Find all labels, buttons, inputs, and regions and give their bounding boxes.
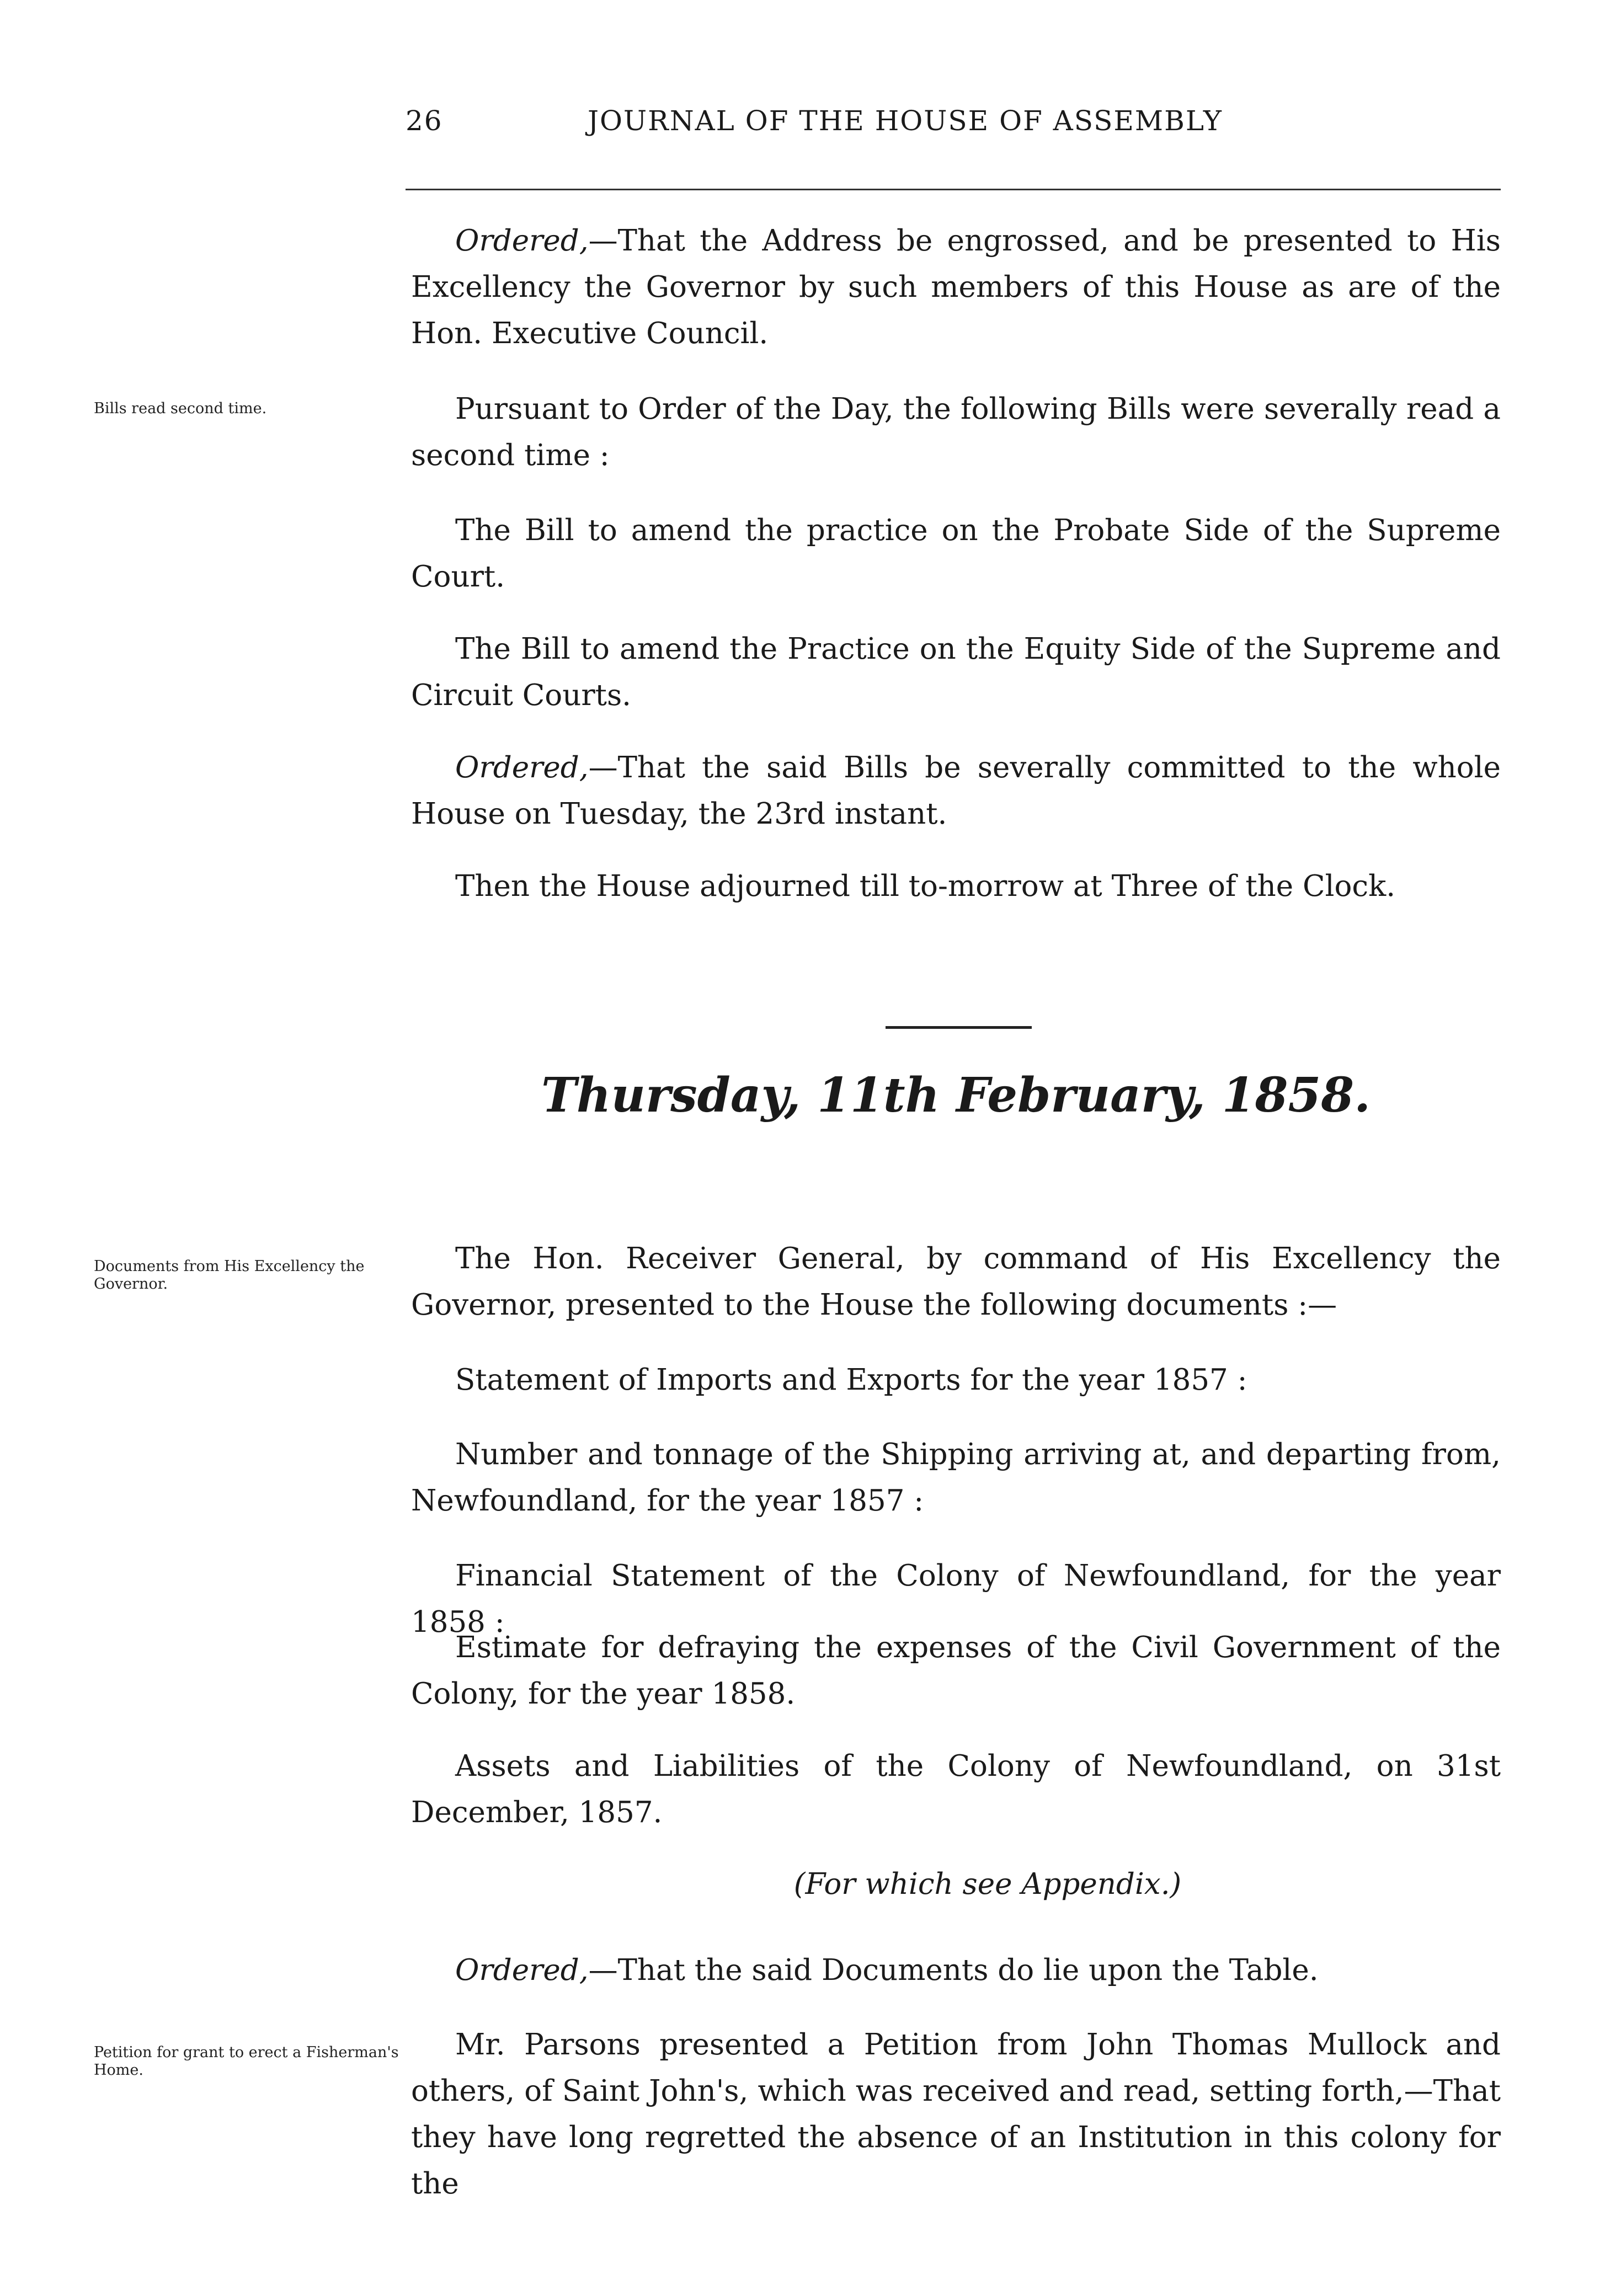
section-divider — [886, 1026, 1032, 1029]
paragraph-assets-liabilities: Assets and Liabilities of the Colony of Newfoundland, on 31st December, 1857. — [411, 1749, 1501, 1829]
paragraph-address-ordered — [411, 218, 1501, 357]
sidenote-petition: Petition for grant to erect a Fisherman's Home. — [94, 2044, 399, 2079]
paragraph-documents-table — [411, 1947, 1501, 1994]
ordered-label: Ordered, — [455, 751, 589, 784]
sidenote-documents: Documents from His Excellency the Governor. — [94, 1258, 365, 1293]
date-heading: Thursday, 11th February, 1858. — [541, 1067, 1371, 1123]
appendix-note: (For which see Appendix.) — [793, 1867, 1182, 1901]
paragraph-text: —That the Address be engrossed, and be presented to His Excellency the Governor by such members of this House as are of the Hon. Executive Council. — [411, 224, 1501, 350]
ordered-label: Ordered, — [455, 1953, 589, 1987]
paragraph-financial-statement: Financial Statement of the Colony of Newfoundland, for the year 1858 : — [411, 1559, 1501, 1639]
running-title: JOURNAL OF THE HOUSE OF ASSEMBLY — [588, 105, 1223, 137]
paragraph-imports-exports: Statement of Imports and Exports for the year 1857 : — [455, 1363, 1247, 1397]
page-header — [406, 105, 1498, 149]
paragraph-equity-bill: The Bill to amend the Practice on the Equity Side of the Supreme and Circuit Courts. — [411, 632, 1501, 712]
paragraph-adjourned: Then the House adjourned till to-morrow at Three of the Clock. — [455, 869, 1396, 903]
paragraph-bills-second-reading: Pursuant to Order of the Day, the following Bills were severally read a second time : — [411, 392, 1501, 472]
paragraph-shipping: Number and tonnage of the Shipping arriving at, and departing from, Newfoundland, for the year 1857 : — [411, 1438, 1501, 1518]
paragraph-text: —That the said Bills be severally committed to the whole House on Tuesday, the 23rd instant. — [411, 751, 1501, 831]
page-number: 26 — [406, 105, 443, 137]
ordered-label: Ordered, — [455, 224, 589, 258]
paragraph-estimate: Estimate for defraying the expenses of the Civil Government of the Colony, for the year 1858. — [411, 1631, 1501, 1711]
paragraph-receiver-general: The Hon. Receiver General, by command of His Excellency the Governor, presented to the House the following documents :— — [411, 1242, 1501, 1322]
paragraph-probate-bill: The Bill to amend the practice on the Probate Side of the Supreme Court. — [411, 514, 1501, 594]
paragraph-bills-committed — [411, 745, 1501, 837]
sidenote-bills-second-reading: Bills read second time. — [94, 400, 267, 417]
paragraph-petition: Mr. Parsons presented a Petition from John Thomas Mullock and others, of Saint John's, which was received and read, setting forth,—That they have long regretted the absence of an Institution in this colony for the — [411, 2028, 1501, 2201]
paragraph-text: —That the said Documents do lie upon the Table. — [588, 1953, 1319, 1987]
header-rule — [406, 189, 1501, 190]
